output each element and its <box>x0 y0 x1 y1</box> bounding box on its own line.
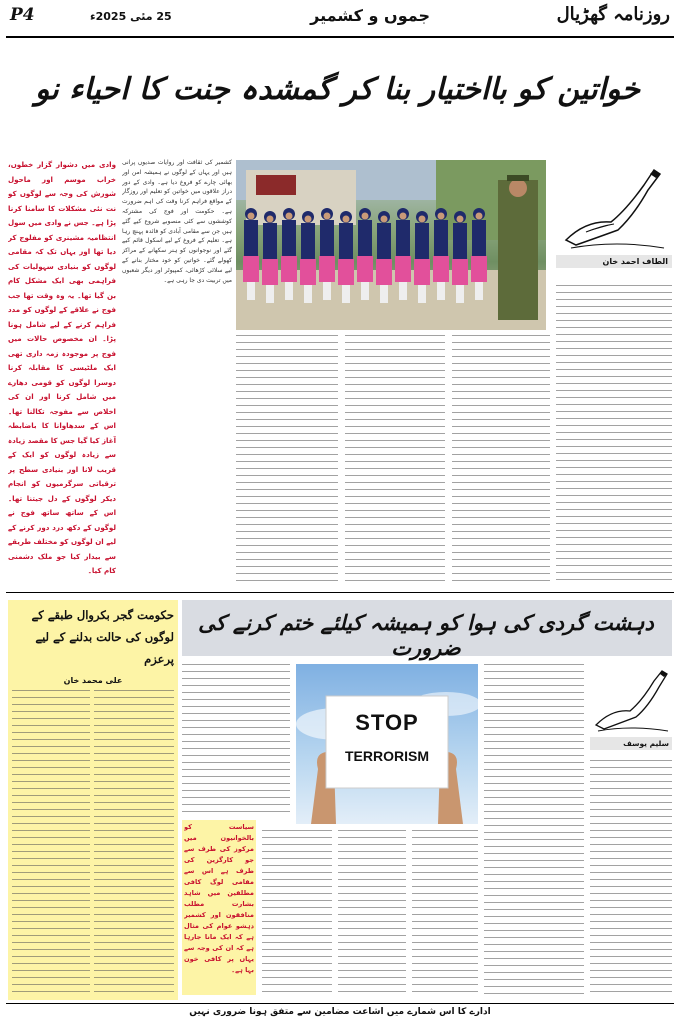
sidebar-red-text: وادی میں دشوار گزار خطوں، خراب موسم اور ماحول شورش کی وجہ سے لوگوں کو نت نئی مشکلات کا سامنا کرنا پڑا ہے۔ جس نے وادی میں سول انتظامیہ مشینری کو مفلوج کر دیا تھا اور یہاں تک کہ مقامی لوگوں کو بنیادی سہولیات کی فراہمی بھی ایک مشکل کام بن گیا تھا۔ یہ وہ وقت تھا جب فوج نے علاقے کے لوگوں کو مدد فراہم کرنے کے لیے شامل ہونا پڑا۔ ان مخصوص حالات میں فوج پر موجودہ زمہ داری تھی ایک ملٹیسی کا مقابلہ کرنا دوسرا لوگوں کو قومی دھارے میں شامل کرنا اور ان کی اخلاص سے مفوجہ تکالنا تھا۔ اس کے سدھاوانا کا باضابطہ آغاز کیا گیا جس کا مقصد زیادہ سے زیادہ لوگوں کو ایک کے قریب لانا اور بنیادی سطح پر ترقیاتی سرگرمیوں کو انجام دیکر لوگوں کے دل جیتنا تھا۔ اس کے ساتھ ساتھ فوج نے لوگوں کے دکھ درد دور کرنے کے لیے ان لوگوں کو مختلف طریقے سے بیدار کیا جو ملک دشمنی کام کیا۔ <box>8 160 116 575</box>
article2-author-box <box>590 665 672 755</box>
article2-pull-quote: سیاست کو بالخوانیون میں مرکوز کی طرف سے جو کارگزین کی طرف ہے اس سے مقامی لوگ کافی مطلقین میں شاہد بشارت مطلب منافقون اور کشمیر دہشو عوام کی مثال ہے کہ ایک مانا جارہا ہے کہ ان کی وجہ سے یہاں پر کافی خون بہا ہے۔ <box>184 823 254 974</box>
issue-date: 25 مئی 2025ء <box>90 10 172 23</box>
article1-col-right <box>556 285 672 585</box>
footer-disclaimer: ادارے کا اس شمارے میں اشاعت مضامین سے متفق ہونا ضروری نہیں <box>189 1007 491 1017</box>
article3-col-left <box>12 690 90 995</box>
article2-col-5 <box>484 664 584 995</box>
page-number: P4 <box>10 5 35 25</box>
article2-col-2 <box>262 830 332 995</box>
sign-text-stop: STOP <box>355 710 419 735</box>
article2-author: سلیم یوسف <box>590 737 672 750</box>
masthead-rule <box>6 36 674 38</box>
article2-col-1 <box>182 664 290 814</box>
section-divider <box>6 592 674 593</box>
article3-col-right <box>94 690 174 995</box>
article1-author-box <box>556 160 672 270</box>
region-label: جموں و کشمیر <box>310 6 430 25</box>
article1-col-1 <box>236 335 338 585</box>
article1-author: الطاف احمد خان <box>556 255 672 268</box>
uniformed-women-group-image <box>236 160 546 330</box>
article1-photo <box>236 160 546 330</box>
sign-text-terrorism: TERRORISM <box>345 748 429 764</box>
article1-col-3 <box>452 335 550 585</box>
article2-col-3 <box>338 830 406 995</box>
article3-headline: حکومت گجر بکروال طبقے کے لوگوں کی حالت بدلنے کے لیے پرعزم <box>31 608 174 666</box>
stop-terrorism-photo <box>296 664 478 824</box>
masthead <box>0 0 680 40</box>
footer-rule <box>6 1003 674 1004</box>
hands-holding-sign-image <box>296 664 478 824</box>
pen-icon <box>590 665 672 735</box>
article1-headline: خواتین کو بااختیار بنا کر گمشدہ جنت کا احیاء نو <box>34 72 641 107</box>
article3-author: علی محمد خان <box>63 676 123 685</box>
article2-col-right <box>590 760 672 995</box>
article1-column: کشمیر کی ثقافت اور روایات صدیوں پرانی ہیں اور یہاں کے لوگوں نے ہمیشہ امن اور بھائی چارے کو فروغ دیا ہے۔ وادی کے دور دراز علاقوں میں خواتین کو تعلیم اور روزگار کے مواقع فراہم کرنا وقت کی اہم ضرورت ہے۔ حکومت اور فوج کی مشترکہ کوششوں سے کئی منصوبے شروع کیے گئے ہیں جن سے مقامی آبادی کو فائدہ پہنچ رہا ہے۔ تعلیم کے فروغ کے لیے اسکول قائم کیے گئے اور نوجوانوں کو ہنر سکھانے کے مراکز کھولے گئے۔ خواتین کو خود مختار بنانے کے لیے سلائی کڑھائی، کمپیوٹر اور دیگر شعبوں میں تربیت دی جا رہی ہے۔ <box>122 159 232 284</box>
article2-headline: دہشت گردی کی ہوا کو ہمیشہ کیلئے ختم کرنے کی ضرورت <box>198 610 654 660</box>
article1-col-2 <box>345 335 445 585</box>
article2-col-4 <box>412 830 478 995</box>
newspaper-name: روزنامہ گھڑیال <box>556 4 670 25</box>
pen-icon <box>556 160 672 255</box>
